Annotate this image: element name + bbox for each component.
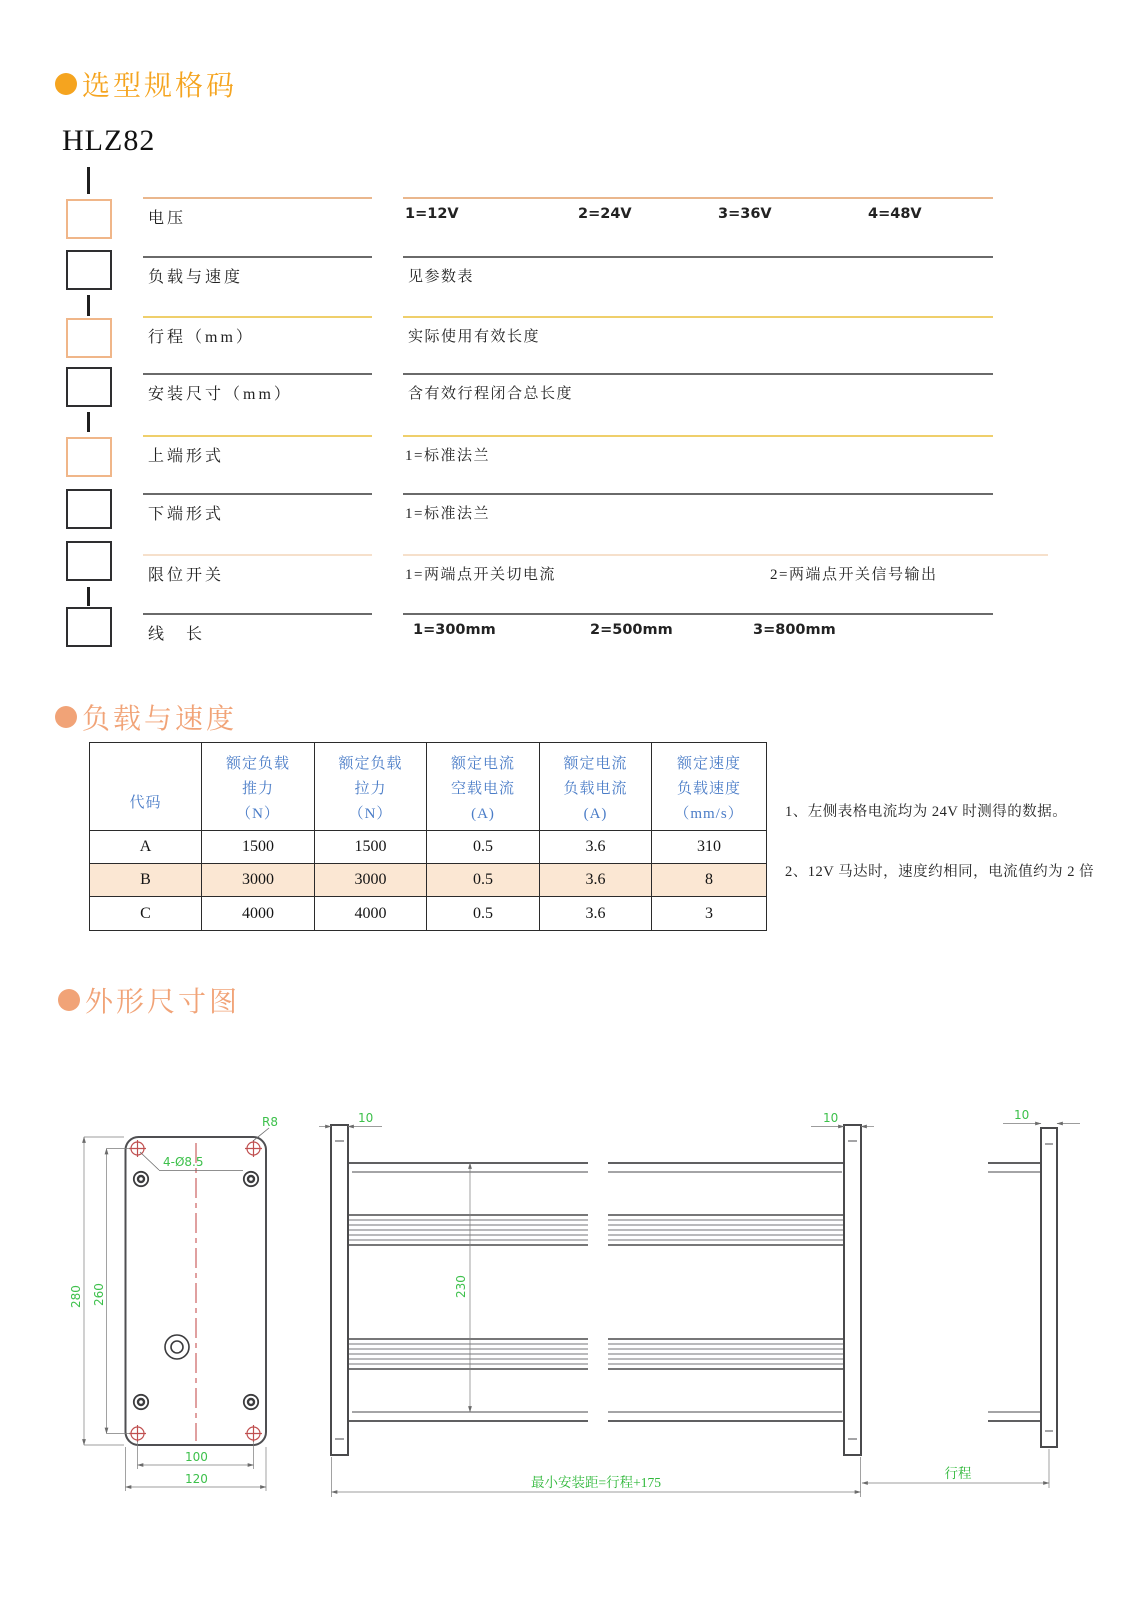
bullet-icon xyxy=(55,706,77,728)
table-cell: A xyxy=(90,831,202,864)
table-cell: B xyxy=(90,864,202,897)
table-header-load-current xyxy=(540,743,652,831)
table-header-push xyxy=(202,743,315,831)
header-line: 额定速度 xyxy=(676,756,741,772)
spec-row-top-form xyxy=(0,435,1131,497)
spec-row-wire-length xyxy=(0,613,1131,675)
note-2: 2、12V 马达时，速度约相同，电流值约为 2 倍 xyxy=(785,864,1095,880)
rule-line xyxy=(403,256,993,258)
table-cell: 8 xyxy=(652,864,766,897)
table-cell: 3000 xyxy=(315,864,427,897)
table-cell: 3 xyxy=(705,904,713,922)
header-line: 负载电流 xyxy=(563,781,628,797)
section-title-load-speed xyxy=(55,697,237,737)
left-flange xyxy=(331,1125,348,1455)
header-line: 负载速度 xyxy=(676,781,741,797)
bullet-icon xyxy=(55,73,77,95)
spec-row-bottom-form xyxy=(0,493,1131,555)
header-line: 额定电流 xyxy=(450,756,515,772)
row-value: 3=800mm xyxy=(753,622,836,638)
spec-row-install-size xyxy=(0,373,1131,435)
spec-row-voltage xyxy=(0,197,1131,259)
center-hole xyxy=(165,1335,189,1359)
right-flange xyxy=(844,1125,861,1455)
header-line: (A) xyxy=(583,806,608,822)
spec-row-limit-switch xyxy=(0,554,1131,616)
section-title-text: 负载与速度 xyxy=(82,704,238,735)
row-label: 上端形式 xyxy=(148,448,225,465)
stub-lines xyxy=(988,1163,1041,1421)
section-title-spec-code xyxy=(55,64,237,104)
table-cell: 3.6 xyxy=(540,864,652,897)
table-header-noload-current xyxy=(427,743,540,831)
header-line: 额定负载 xyxy=(338,756,403,772)
flange-left-label: 10 xyxy=(358,1111,374,1125)
stroke-label: 行程 xyxy=(944,1466,972,1481)
table-cell: 1500 xyxy=(315,831,427,864)
header-line: 拉力 xyxy=(354,781,387,797)
row-label: 行程（mm） xyxy=(148,329,255,346)
connector-tick xyxy=(87,167,90,194)
table-header-code xyxy=(90,743,202,831)
dim-100-label: 100 xyxy=(185,1450,208,1464)
rule-line xyxy=(143,435,372,437)
row-value: 4=48V xyxy=(868,206,922,222)
spec-row-load-speed xyxy=(0,256,1131,318)
note-1: 1、左侧表格电流均为 24V 时测得的数据。 xyxy=(785,804,1068,820)
row-value: 1=标准法兰 xyxy=(405,506,490,522)
rule-line xyxy=(143,197,372,199)
rule-line xyxy=(143,373,372,375)
side-view xyxy=(319,1111,874,1497)
rule-line xyxy=(403,197,993,199)
rule-line xyxy=(403,613,993,615)
header-line: 推力 xyxy=(241,781,274,797)
front-view xyxy=(69,1115,278,1491)
row-value: 2=500mm xyxy=(590,622,673,638)
spec-row-stroke xyxy=(0,316,1131,378)
header-line: （N） xyxy=(236,806,280,822)
table-cell: 3000 xyxy=(202,864,315,897)
rule-line xyxy=(403,554,1048,556)
dim-280-label: 280 xyxy=(69,1285,83,1308)
rule-line xyxy=(143,493,372,495)
model-number: HLZ82 xyxy=(62,124,156,157)
row-label: 负载与速度 xyxy=(148,269,244,286)
table-cell: 310 xyxy=(652,831,766,864)
rule-line xyxy=(143,554,372,556)
table-cell: 0.5 xyxy=(427,864,540,897)
row-value: 1=300mm xyxy=(413,622,496,638)
rib-bands xyxy=(348,1215,844,1369)
table-cell: 3.6 xyxy=(540,897,652,930)
rule-line xyxy=(143,613,372,615)
table-cell: 4000 xyxy=(315,897,427,930)
header-line: （mm/s） xyxy=(674,806,744,822)
header-line: 代码 xyxy=(129,795,162,811)
header-line: 额定电流 xyxy=(563,756,628,772)
min-install-label: 最小安装距=行程+175 xyxy=(531,1475,661,1490)
row-value: 实际使用有效长度 xyxy=(408,329,541,345)
rule-line xyxy=(403,493,993,495)
rule-line xyxy=(403,435,993,437)
row-value: 1=标准法兰 xyxy=(405,448,490,464)
header-line: 空载电流 xyxy=(450,781,515,797)
header-line: （N） xyxy=(348,806,393,822)
row-value: 1=12V xyxy=(405,206,459,222)
load-speed-table xyxy=(89,742,767,931)
dim-260-label: 260 xyxy=(92,1283,106,1306)
dimension-drawing xyxy=(0,1085,1131,1515)
header-line: 额定负载 xyxy=(225,756,290,772)
table-header-speed xyxy=(652,743,766,831)
end-flange xyxy=(1041,1128,1057,1447)
row-value: 见参数表 xyxy=(408,269,475,285)
row-label: 限位开关 xyxy=(148,567,225,584)
section-title-text: 外形尺寸图 xyxy=(85,987,241,1018)
table-cell: C xyxy=(90,897,202,930)
header-line: (A) xyxy=(471,806,495,822)
leader-line xyxy=(140,1152,159,1170)
bullet-icon xyxy=(58,989,80,1011)
body-outline xyxy=(348,1163,844,1421)
row-value: 2=24V xyxy=(578,206,632,222)
row-value: 3=36V xyxy=(718,206,772,222)
stroke-view xyxy=(862,1108,1080,1488)
dim-120-label: 120 xyxy=(185,1472,208,1486)
corner-radius-label: R8 xyxy=(262,1115,278,1129)
rule-line xyxy=(403,373,993,375)
end-flange-label: 10 xyxy=(1014,1108,1030,1122)
row-label: 下端形式 xyxy=(148,506,225,523)
row-value: 1=两端点开关切电流 xyxy=(405,567,556,583)
section-title-text: 选型规格码 xyxy=(82,71,238,102)
dim-230-label: 230 xyxy=(454,1275,468,1298)
table-cell: 0.5 xyxy=(427,831,540,864)
rule-line xyxy=(143,256,372,258)
table-cell: 3.6 xyxy=(540,831,652,864)
row-label: 电压 xyxy=(148,210,187,227)
flange-right-label: 10 xyxy=(823,1111,839,1125)
table-cell: 0.5 xyxy=(427,897,540,930)
row-value: 2=两端点开关信号输出 xyxy=(770,567,938,583)
table-cell: 1500 xyxy=(202,831,315,864)
section-title-dimensions xyxy=(58,980,240,1020)
table-header-pull xyxy=(315,743,427,831)
table-cell: 4000 xyxy=(202,897,315,930)
rule-line xyxy=(403,316,993,318)
row-label: 安装尺寸（mm） xyxy=(148,386,293,403)
rule-line xyxy=(143,316,372,318)
row-value: 含有效行程闭合总长度 xyxy=(408,386,574,402)
holes-callout-label: 4-Ø8.5 xyxy=(163,1155,204,1169)
row-label: 线 长 xyxy=(148,626,206,643)
